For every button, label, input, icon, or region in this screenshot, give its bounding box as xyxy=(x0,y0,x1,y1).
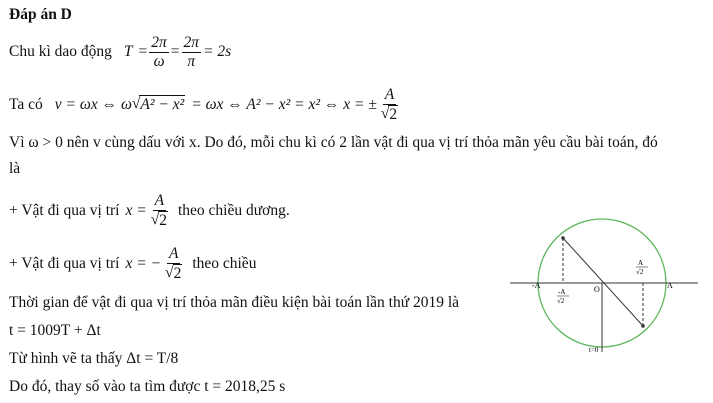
explanation-line-cont: là xyxy=(9,160,21,177)
unit-circle-diagram xyxy=(510,212,703,357)
final-result-line: Do đó, thay số vào ta tìm được t = 2018,25 s xyxy=(9,378,286,395)
time-condition-line: Thời gian để vật đi qua vị trí thỏa mãn điều kiện bài toán lần thứ 2019 là xyxy=(9,294,460,311)
sqrt-expression: √ A² − x² xyxy=(131,95,185,114)
label-t0: t=0 xyxy=(589,346,599,354)
fraction-2pi-pi: $\frac{2\pi}{\pi}$ xyxy=(183,34,200,70)
point-lower-right xyxy=(641,324,645,328)
label-origin: O xyxy=(594,285,600,294)
answer-heading: Đáp án D xyxy=(9,6,72,23)
fraction-a-sqrt2-negative: A √ 2 xyxy=(165,245,182,282)
case-positive-line: + Vật đi qua vị trí x = A √ 2 theo chiều dương. xyxy=(9,192,290,229)
radius-diagonal xyxy=(563,238,643,326)
point-upper-left xyxy=(561,236,565,240)
period-line: Chu kì dao động T = $\frac{2\pi}{\omega}$ = $\frac{2\pi}{\pi}$ = 2s xyxy=(9,34,232,70)
fraction-2pi-omega: $\frac{2\pi}{\omega}$ xyxy=(151,34,167,70)
velocity-equation-line: Ta có v = ωx ⇔ ω √ A² − x² = ωx ⇔ A² − x² = x² ⇔ x = ± A √ 2 xyxy=(9,86,402,124)
explanation-line: Vì ω > 0 nên v cùng dấu với x. Do đó, mỗi chu kì có 2 lần vật đi qua vị trí thỏa mãn yêu cầu bài toán, đó xyxy=(9,134,658,151)
label-minus-frac-num: -A xyxy=(558,288,566,296)
fraction-a-sqrt2: A √ 2 xyxy=(380,86,398,123)
label-A: A xyxy=(667,281,673,290)
label-minus-A: -A xyxy=(532,281,541,290)
delta-t-line: Từ hình vẽ ta thấy Δt = T/8 xyxy=(9,350,179,367)
case-negative-line: + Vật đi qua vị trí x = − A √ 2 theo chiều xyxy=(9,245,257,282)
label-minus-frac-den: √2 xyxy=(557,297,565,305)
fraction-a-sqrt2-positive: A √ 2 xyxy=(150,192,167,229)
label-plus-frac-den: √2 xyxy=(636,268,644,276)
time-formula-line: t = 1009T + Δt xyxy=(9,322,101,339)
label-plus-frac-num: A xyxy=(638,259,644,267)
